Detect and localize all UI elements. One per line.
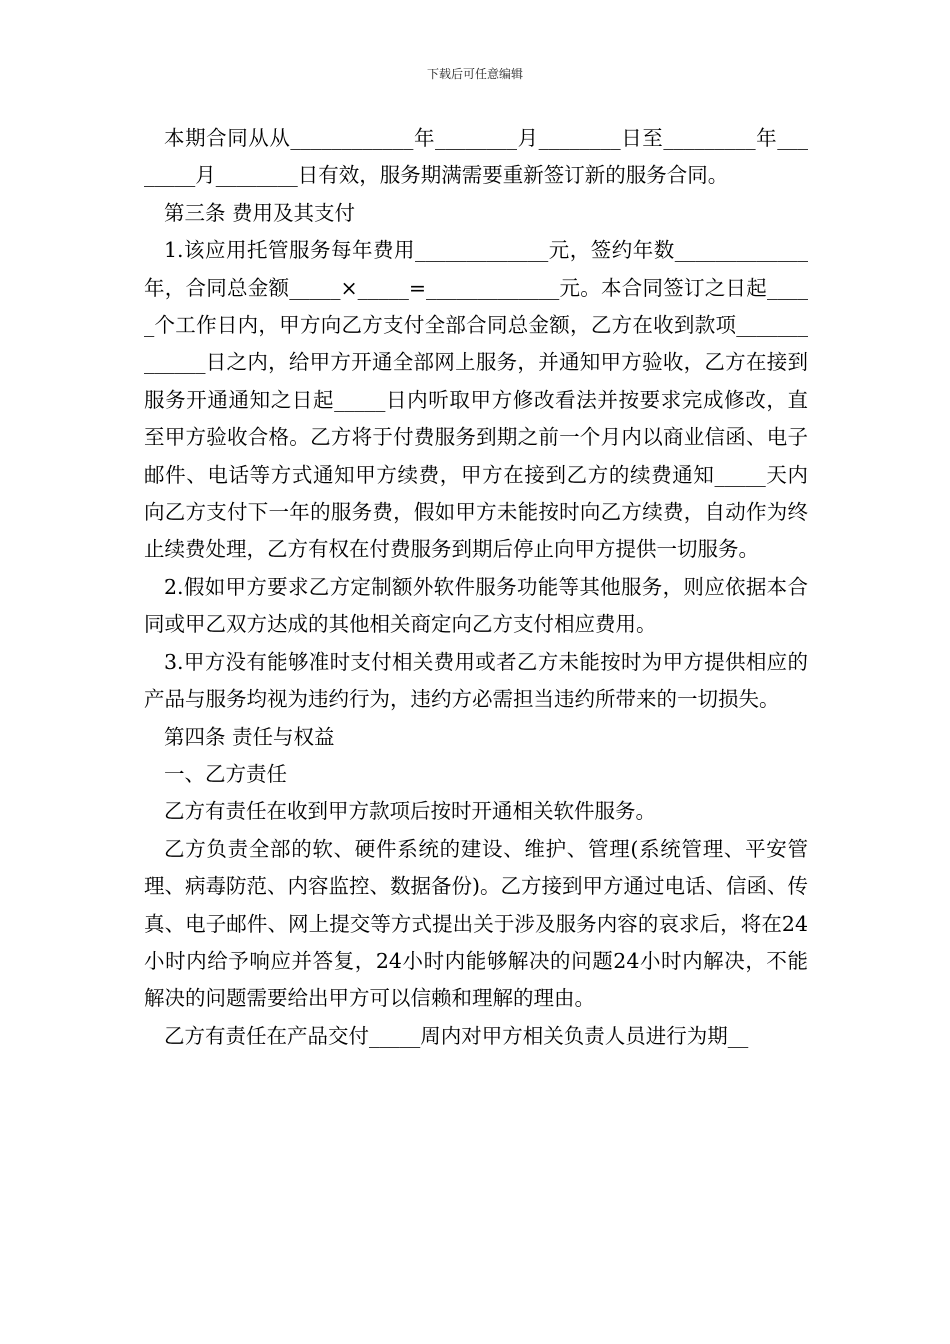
paragraph-clause-3-2: 2.假如甲方要求乙方定制额外软件服务功能等其他服务，则应依据本合同或甲乙双方达成的其他相关商定向乙方支付相应费用。 (144, 574, 808, 637)
paragraph-duty-2: 乙方负责全部的软、硬件系统的建设、维护、管理(系统管理、平安管理、病毒防范、内容监控、数据备份)。乙方接到甲方通过电话、信函、传真、电子邮件、网上提交等方式提出关于涉及服务内容的哀求后，将在24小时内给予响应并答复，24小时内能够解决的问题24小时内解决，不能解决的问题需要给出甲方可以信赖和理解的理由。 (144, 836, 808, 1011)
paragraph-duty-3: 乙方有责任在产品交付_____周内对甲方相关负责人员进行为期__ (164, 1023, 749, 1048)
page-header: 下载后可任意编辑 (426, 67, 523, 81)
article-4-heading: 第四条 责任与权益 (164, 724, 335, 749)
paragraph-clause-3-3: 3.甲方没有能够准时支付相关费用或者乙方未能按时为甲方提供相应的产品与服务均视为违约行为，违约方必需担当违约所带来的一切损失。 (144, 649, 808, 712)
paragraph-contract-period: 本期合同从从____________年________月________日至_________年________月________日有效，服务期满需要重新签订新的服务合同。 (144, 126, 808, 188)
section-heading-party-b: 一、乙方责任 (164, 761, 287, 786)
document-body (144, 120, 808, 1055)
article-3-heading: 第三条 费用及其支付 (164, 200, 356, 225)
paragraph-duty-1: 乙方有责任在收到甲方款项后按时开通相关软件服务。 (164, 799, 656, 824)
paragraph-clause-3-1: 1.该应用托管服务每年费用_____________元，签约年数_____________年，合同总金额_____×_____=_____________元。本合同签订之日起_____个工作日内，甲方向乙方支付全部合同总金额，乙方在收到款项_____________日之内，给甲方开通全部网上服务，并通知甲方验收，乙方在接到服务开通通知之日起_____日内听取甲方修改看法并按要求完成修改，直至甲方验收合格。乙方将于付费服务到期之前一个月内以商业信函、电子邮件、电话等方式通知甲方续费，甲方在接到乙方的续费通知_____天内向乙方支付下一年的服务费，假如甲方未能按时向乙方续费，自动作为终止续费处理，乙方有权在付费服务到期后停止向甲方提供一切服务。 (144, 238, 808, 562)
